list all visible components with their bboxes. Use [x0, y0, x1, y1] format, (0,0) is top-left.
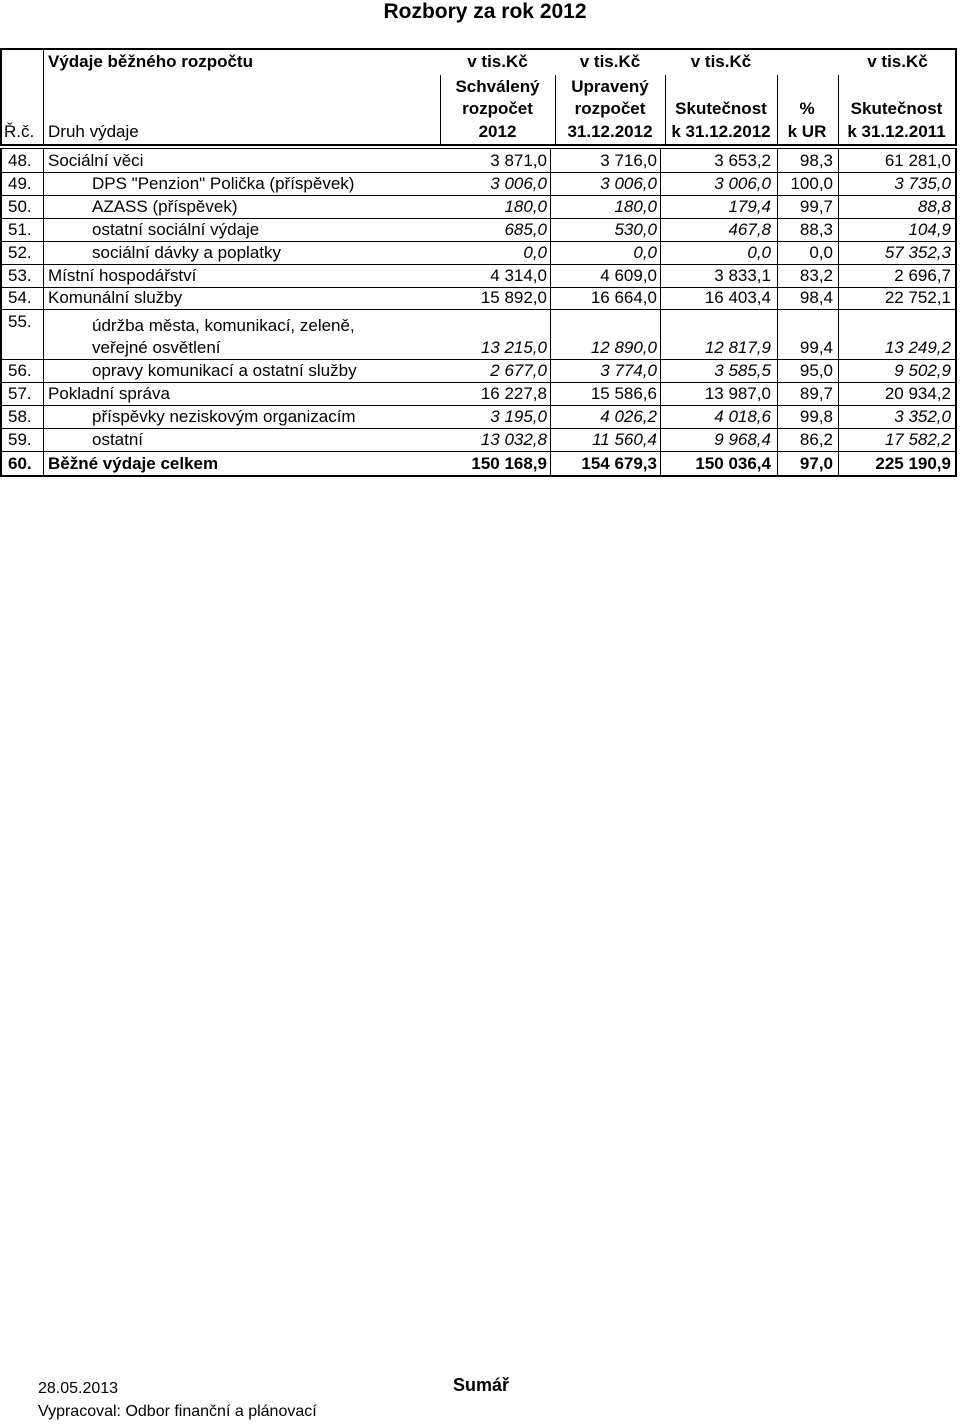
header-bottom-line — [0, 144, 957, 146]
row-value-pct: 89,7 — [799, 384, 833, 403]
row-name: Komunální služby — [48, 288, 183, 307]
row-value-v5: 61 281,0 — [884, 151, 951, 170]
row-value-v5: 104,9 — [908, 220, 951, 239]
body-right-line — [955, 148, 957, 476]
col-skutecnost-line2: k 31.12.2012 — [671, 122, 771, 141]
col-pct-line1: % — [799, 99, 815, 118]
row-value-pct: 86,2 — [799, 430, 833, 449]
row-value-v3: 3 585,5 — [714, 361, 771, 380]
type-header: Druh výdaje — [48, 122, 139, 141]
row-divider — [0, 428, 957, 429]
row-value-v2: 12 890,0 — [590, 338, 657, 357]
row-value-v2: 180,0 — [614, 197, 657, 216]
row-number: 51. — [8, 220, 32, 239]
row-number: 60. — [8, 454, 32, 473]
page-title: Rozbory za rok 2012 — [383, 0, 587, 23]
row-value-v1: 3 006,0 — [490, 174, 547, 193]
row-value-v2: 3 716,0 — [600, 151, 657, 170]
row-value-v3: 12 817,9 — [704, 338, 771, 357]
row-name: opravy komunikací a ostatní služby — [92, 361, 357, 380]
header-column-line — [555, 75, 556, 146]
row-value-v3: 3 833,1 — [714, 266, 771, 285]
row-name: příspěvky neziskovým organizacím — [92, 407, 356, 426]
row-value-v2: 11 560,4 — [592, 430, 657, 449]
row-value-v2: 4 026,2 — [600, 407, 657, 426]
row-divider — [0, 451, 957, 452]
row-value-pct: 83,2 — [799, 266, 833, 285]
row-value-v5: 3 735,0 — [894, 174, 951, 193]
row-value-v2: 530,0 — [614, 220, 657, 239]
col-schvaleny-line3: 2012 — [478, 122, 517, 141]
row-value-pct: 88,3 — [799, 220, 833, 239]
row-value-v3: 3 653,2 — [714, 151, 771, 170]
row-value-v2: 0,0 — [633, 243, 657, 262]
header-right-line — [955, 48, 957, 146]
row-name-line2: veřejné osvětlení — [92, 338, 221, 357]
row-name: DPS "Penzion" Polička (příspěvek) — [92, 174, 355, 193]
row-name: Místní hospodářství — [48, 266, 197, 285]
row-name: AZASS (příspěvek) — [92, 197, 238, 216]
row-value-v5: 2 696,7 — [894, 266, 951, 285]
row-number: 54. — [8, 288, 32, 307]
row-value-v1: 4 314,0 — [490, 266, 547, 285]
unit-label: v tis.Kč — [690, 52, 752, 71]
col-upraveny-line2: rozpočet — [574, 99, 646, 118]
header-column-line — [43, 48, 44, 75]
row-value-pct: 98,3 — [799, 151, 833, 170]
body-column-line — [838, 148, 839, 476]
row-divider — [0, 359, 957, 360]
row-value-v1: 2 677,0 — [490, 361, 547, 380]
row-value-pct: 0,0 — [809, 243, 833, 262]
row-number-header: Ř.č. — [4, 122, 35, 141]
row-number: 56. — [8, 361, 32, 380]
row-value-v5: 22 752,1 — [884, 288, 951, 307]
row-value-v3: 179,4 — [728, 197, 771, 216]
row-value-v2: 3 774,0 — [600, 361, 657, 380]
row-value-v3: 9 968,4 — [714, 430, 771, 449]
header-column-line — [838, 75, 839, 146]
row-value-v5: 13 249,2 — [884, 338, 951, 357]
row-name: ostatní sociální výdaje — [92, 220, 260, 239]
row-divider — [0, 264, 957, 265]
row-value-v1: 3 195,0 — [490, 407, 547, 426]
row-number: 52. — [8, 243, 32, 262]
col-schvaleny-line2: rozpočet — [462, 99, 533, 118]
row-value-v5: 3 352,0 — [894, 407, 951, 426]
row-divider — [0, 309, 957, 310]
col-skutecnost-line1: Skutečnost — [675, 99, 767, 118]
row-value-v5: 17 582,2 — [884, 430, 951, 449]
header-column-line — [777, 75, 778, 146]
unit-label: v tis.Kč — [579, 52, 641, 71]
col-schvaleny-line1: Schválený — [455, 77, 540, 96]
row-value-v3: 4 018,6 — [714, 407, 771, 426]
row-value-v2: 16 664,0 — [590, 288, 657, 307]
row-value-pct: 98,4 — [799, 288, 833, 307]
row-number: 55. — [8, 312, 32, 331]
row-divider — [0, 382, 957, 383]
body-column-line — [777, 148, 778, 476]
row-value-pct: 99,7 — [799, 197, 833, 216]
row-value-pct: 95,0 — [799, 361, 833, 380]
row-number: 50. — [8, 197, 32, 216]
col-pct-line2: k UR — [787, 122, 827, 141]
row-number: 58. — [8, 407, 32, 426]
col-upraveny-line1: Upravený — [571, 77, 649, 96]
footer-author: Vypracoval: Odbor finanční a plánovací — [38, 1403, 317, 1420]
header-column-line — [43, 75, 44, 146]
row-value-v2: 4 609,0 — [600, 266, 657, 285]
row-number: 57. — [8, 384, 32, 403]
row-value-v5: 88,8 — [917, 197, 951, 216]
row-value-v1: 685,0 — [504, 220, 547, 239]
row-name: údržba města, komunikací, zeleně, — [92, 316, 355, 335]
row-value-pct: 99,4 — [799, 338, 833, 357]
row-name: Běžné výdaje celkem — [48, 454, 219, 473]
row-value-v5: 225 190,9 — [875, 454, 951, 473]
row-divider — [0, 241, 957, 242]
body-column-line — [660, 148, 661, 476]
row-value-v2: 3 006,0 — [600, 174, 657, 193]
row-number: 53. — [8, 266, 32, 285]
row-value-v1: 13 215,0 — [480, 338, 547, 357]
row-value-v1: 16 227,8 — [480, 384, 547, 403]
row-value-v2: 154 679,3 — [581, 454, 657, 473]
row-value-pct: 100,0 — [790, 174, 833, 193]
row-value-v2: 15 586,6 — [590, 384, 657, 403]
body-column-line — [550, 148, 551, 476]
row-value-v3: 0,0 — [747, 243, 771, 262]
row-value-v5: 20 934,2 — [884, 384, 951, 403]
body-left-line — [0, 148, 2, 476]
row-value-v1: 0,0 — [523, 243, 547, 262]
row-value-v1: 150 168,9 — [471, 454, 547, 473]
row-value-v1: 180,0 — [504, 197, 547, 216]
row-value-pct: 99,8 — [799, 407, 833, 426]
row-number: 49. — [8, 174, 32, 193]
row-divider — [0, 218, 957, 219]
row-name: Sociální věci — [48, 151, 144, 170]
row-value-v3: 3 006,0 — [714, 174, 771, 193]
row-divider — [0, 172, 957, 173]
row-value-v1: 3 871,0 — [490, 151, 547, 170]
row-divider — [0, 405, 957, 406]
table-border-top — [0, 48, 957, 50]
row-name: Pokladní správa — [48, 384, 170, 403]
header-left-line — [0, 48, 2, 146]
footer-center: Sumář — [453, 1375, 510, 1395]
table-border-bottom — [0, 475, 957, 477]
body-column-line — [43, 148, 44, 476]
row-name: ostatní — [92, 430, 144, 449]
row-value-v5: 9 502,9 — [894, 361, 951, 380]
col-upraveny-line3: 31.12.2012 — [567, 122, 653, 141]
row-value-v5: 57 352,3 — [884, 243, 951, 262]
row-divider — [0, 195, 957, 196]
header-column-line — [440, 75, 441, 146]
row-value-v1: 13 032,8 — [480, 430, 547, 449]
col-skutecnost2011-line1: Skutečnost — [850, 99, 943, 118]
row-value-v3: 467,8 — [728, 220, 771, 239]
row-value-pct: 97,0 — [799, 454, 833, 473]
row-value-v1: 15 892,0 — [480, 288, 547, 307]
row-divider — [0, 287, 957, 288]
unit-label: v tis.Kč — [467, 52, 528, 71]
col-skutecnost2011-line2: k 31.12.2011 — [847, 122, 946, 141]
body-top-line — [0, 148, 957, 149]
row-value-v3: 13 987,0 — [704, 384, 771, 403]
row-number: 48. — [8, 151, 32, 170]
row-value-v3: 16 403,4 — [704, 288, 771, 307]
row-number: 59. — [8, 430, 32, 449]
section-title: Výdaje běžného rozpočtu — [48, 52, 253, 71]
unit-label: v tis.Kč — [867, 52, 928, 71]
row-name: sociální dávky a poplatky — [92, 243, 281, 262]
row-value-v3: 150 036,4 — [695, 454, 771, 473]
footer-date: 28.05.2013 — [38, 1380, 119, 1397]
header-column-line — [665, 75, 666, 146]
